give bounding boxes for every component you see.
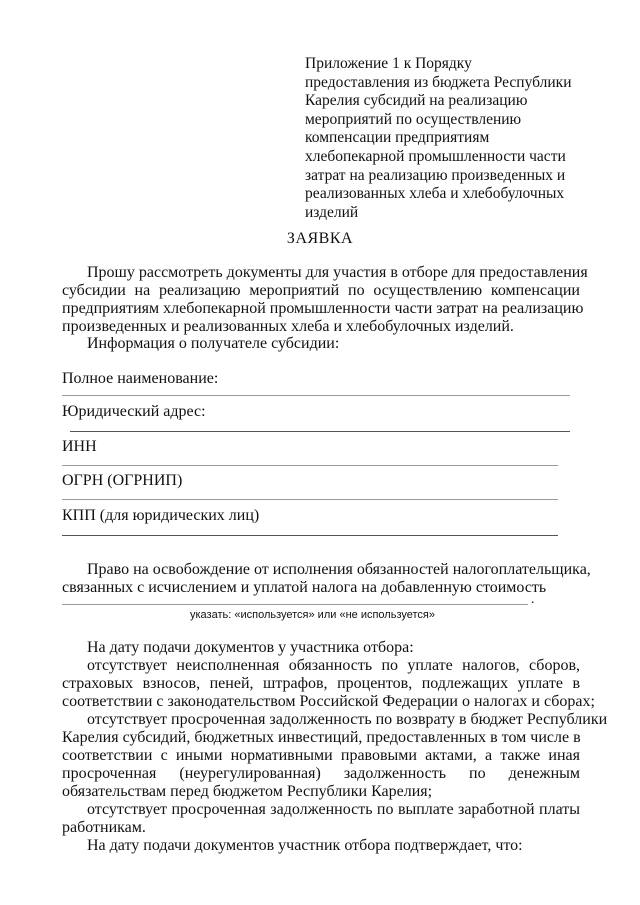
vat-hint: указать: «используется» или «не используется» (190, 609, 435, 621)
vat-end-dot: . (531, 592, 535, 607)
inn-line[interactable] (62, 465, 558, 466)
ogrn-line[interactable] (62, 499, 558, 500)
full-name-line[interactable] (62, 395, 570, 396)
conditions-heading: На дату подачи документов у участника отбора: (87, 639, 414, 656)
appendix-line: компенсации предприятиям (305, 129, 490, 147)
condition-line: Карелия субсидий, бюджетных инвестиций, предоставленных в том числе в (62, 729, 581, 746)
condition-line: отсутствует просроченная задолженность по возврату в бюджет Республики (87, 711, 608, 728)
vat-line: Право на освобождение от исполнения обязанностей налогоплательщика, (87, 561, 591, 578)
confirm-heading: На дату подачи документов участник отбора подтверждает, что: (87, 837, 523, 854)
condition-line: обязательствам перед бюджетом Республики Карелия; (62, 783, 433, 800)
appendix-line: Карелия субсидий на реализацию (305, 92, 528, 110)
condition-line: отсутствует просроченная задолженность по выплате заработной платы (87, 801, 580, 818)
condition-line: соответствии с иными нормативными правовыми актами, а также иная (62, 747, 580, 764)
kpp-label: КПП (для юридических лиц) (62, 507, 260, 524)
vat-answer-line[interactable] (62, 604, 528, 605)
intro-line: субсидии на реализацию мероприятий по осуществлению компенсации (62, 282, 580, 299)
condition-line: страховых взносов, пеней, штрафов, процентов, подлежащих уплате в (62, 675, 580, 692)
appendix-header (305, 55, 605, 222)
appendix-line: реализованных хлеба и хлебобулочных (305, 185, 565, 203)
ogrn-label: ОГРН (ОГРНИП) (62, 472, 183, 489)
appendix-line: предоставления из бюджета Республики (305, 73, 572, 91)
appendix-line: затрат на реализацию произведенных и (305, 166, 566, 184)
vat-line: связанных с исчислением и уплатой налога на добавленную стоимость (62, 579, 547, 596)
info-label: Информация о получателе субсидии: (87, 335, 340, 352)
appendix-line: хлебопекарной промышленности части (305, 147, 566, 165)
condition-line: работникам. (62, 819, 146, 836)
appendix-line: Приложение 1 к Порядку (305, 55, 472, 72)
appendix-line: изделий (305, 203, 359, 221)
intro-line: предприятиям хлебопекарной промышленности части затрат на реализацию (62, 300, 584, 317)
condition-line: просроченная (неурегулированная) задолженность по денежным (62, 765, 580, 782)
kpp-line[interactable] (62, 535, 558, 536)
legal-address-label: Юридический адрес: (62, 403, 206, 420)
full-name-label: Полное наименование: (62, 370, 219, 387)
appendix-line: мероприятий по осуществлению (305, 110, 522, 128)
intro-line: произведенных и реализованных хлеба и хлебобулочных изделий. (62, 318, 514, 335)
inn-label: ИНН (62, 438, 97, 455)
condition-line: соответствии с законодательством Российской Федерации о налогах и сборах; (62, 693, 595, 710)
intro-line: Прошу рассмотреть документы для участия в отборе для предоставления (87, 264, 588, 281)
document-title: ЗАЯВКА (286, 230, 354, 247)
legal-address-line[interactable] (70, 431, 570, 432)
condition-line: отсутствует неисполненная обязанность по уплате налогов, сборов, (87, 657, 580, 674)
